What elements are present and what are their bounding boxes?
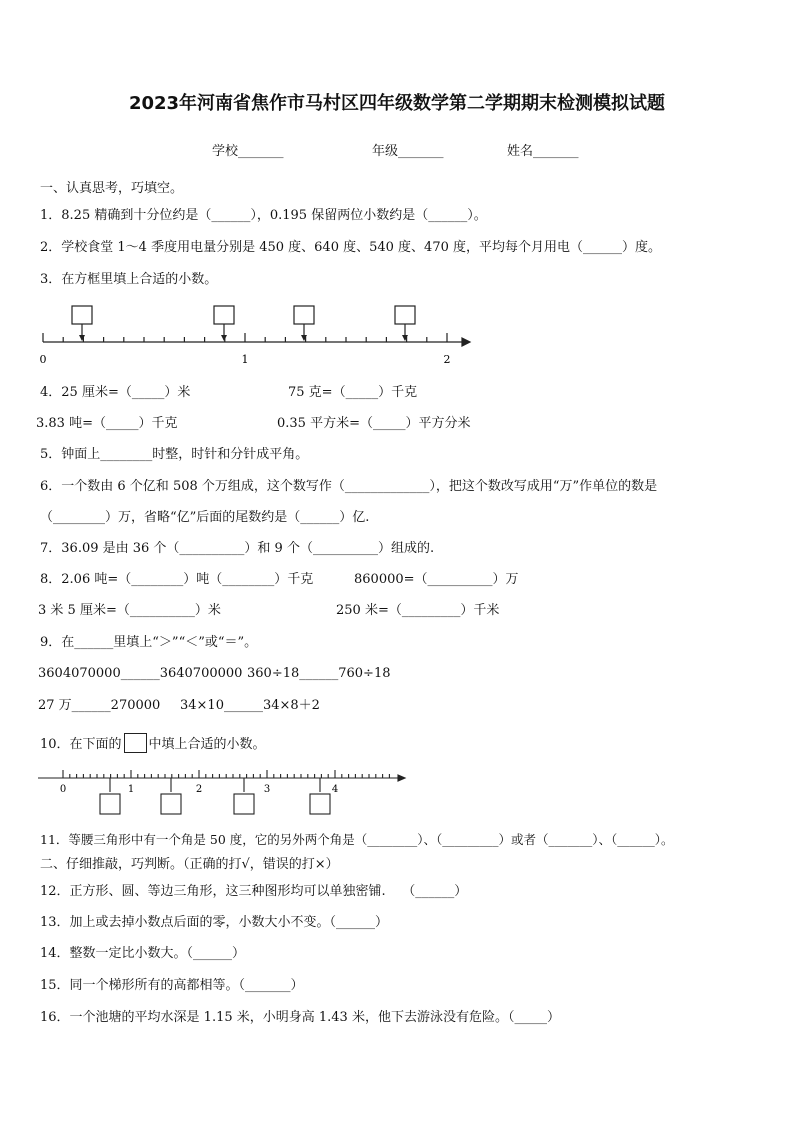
number-line-1 [30, 300, 480, 370]
answer-box[interactable] [161, 794, 181, 814]
question-8c: 3 米 5 厘米=（__________）米 [38, 603, 221, 618]
question-9d: 34×10______34×8＋2 [180, 698, 320, 713]
number-line-label: 0 [39, 353, 47, 366]
answer-box[interactable] [234, 794, 254, 814]
question-8a: 8．2.06 吨=（________）吨（________）千克 [40, 572, 314, 587]
sample-box [124, 733, 147, 753]
number-line-label: 3 [263, 784, 271, 795]
question-9a: 3604070000______3640700000 [38, 666, 243, 681]
question-6-line-2: （________）万，省略“亿”后面的尾数约是（______）亿. [40, 510, 370, 525]
question-16: 16．一个池塘的平均水深是 1.15 米，小明身高 1.43 米，他下去游泳没有危险。（_____） [40, 1010, 560, 1025]
answer-box[interactable] [100, 794, 120, 814]
question-11: 11．等腰三角形中有一个角是 50 度，它的另外两个角是（________）、（_________）或者（_______）、（______）。 [40, 832, 674, 847]
question-2: 2．学校食堂 1～4 季度用电量分别是 450 度、640 度、540 度、470 度，平均每个月用电（______）度。 [40, 240, 661, 255]
question-4b: 75 克=（_____）千克 [288, 385, 418, 400]
school-field: 学校_______ [212, 144, 284, 159]
number-line-label: 1 [241, 353, 249, 366]
number-line-label: 2 [443, 353, 451, 366]
number-line-label: 0 [59, 784, 67, 795]
question-5: 5．钟面上________时整，时针和分针成平角。 [40, 447, 309, 462]
page-title: 2023年河南省焦作市马村区四年级数学第二学期期末检测模拟试题 [128, 93, 666, 114]
answer-box[interactable] [294, 306, 314, 324]
question-8b: 860000=（__________）万 [354, 572, 519, 587]
question-15: 15．同一个梯形所有的高都相等。（_______） [40, 978, 304, 993]
question-12: 12．正方形、圆、等边三角形，这三种图形均可以单独密铺. （______） [40, 884, 468, 899]
answer-box[interactable] [214, 306, 234, 324]
question-4d: 0.35 平方米=（_____）平方分米 [277, 416, 471, 431]
question-9: 9．在______里填上“＞”“＜”或“＝”。 [40, 635, 258, 650]
number-line-label: 4 [331, 784, 339, 795]
question-4c: 3.83 吨=（_____）千克 [36, 416, 178, 431]
question-10-prefix: 10．在下面的 [40, 737, 122, 752]
number-line-2 [30, 762, 410, 822]
number-line-label: 1 [127, 784, 135, 795]
answer-box[interactable] [310, 794, 330, 814]
question-8d: 250 米=（_________）千米 [336, 603, 500, 618]
question-3: 3．在方框里填上合适的小数。 [40, 272, 218, 287]
question-14: 14．整数一定比小数大。（______） [40, 946, 246, 961]
question-13: 13．加上或去掉小数点后面的零，小数大小不变。（______） [40, 915, 389, 930]
question-6-line-1: 6．一个数由 6 个亿和 508 个万组成，这个数写作（_____________），把这个数改写成用“万”作单位的数是 [40, 479, 658, 494]
question-9c: 27 万______270000 [38, 698, 161, 713]
question-10 [40, 733, 266, 753]
question-9b: 360÷18______760÷18 [247, 666, 391, 681]
grade-field: 年级_______ [372, 144, 444, 159]
question-7: 7．36.09 是由 36 个（__________）和 9 个（__________）组成的. [40, 541, 435, 556]
name-field: 姓名_______ [507, 144, 579, 159]
question-4a: 4．25 厘米=（_____）米 [40, 385, 191, 400]
question-1: 1．8.25 精确到十分位约是（______），0.195 保留两位小数约是（______）。 [40, 208, 487, 223]
question-10-suffix: 中填上合适的小数。 [148, 737, 266, 752]
answer-box[interactable] [72, 306, 92, 324]
answer-box[interactable] [395, 306, 415, 324]
section-2-heading: 二、仔细推敲，巧判断。（正确的打√，错误的打×） [40, 857, 339, 872]
section-1-heading: 一、认真思考，巧填空。 [40, 181, 184, 196]
number-line-label: 2 [195, 784, 203, 795]
